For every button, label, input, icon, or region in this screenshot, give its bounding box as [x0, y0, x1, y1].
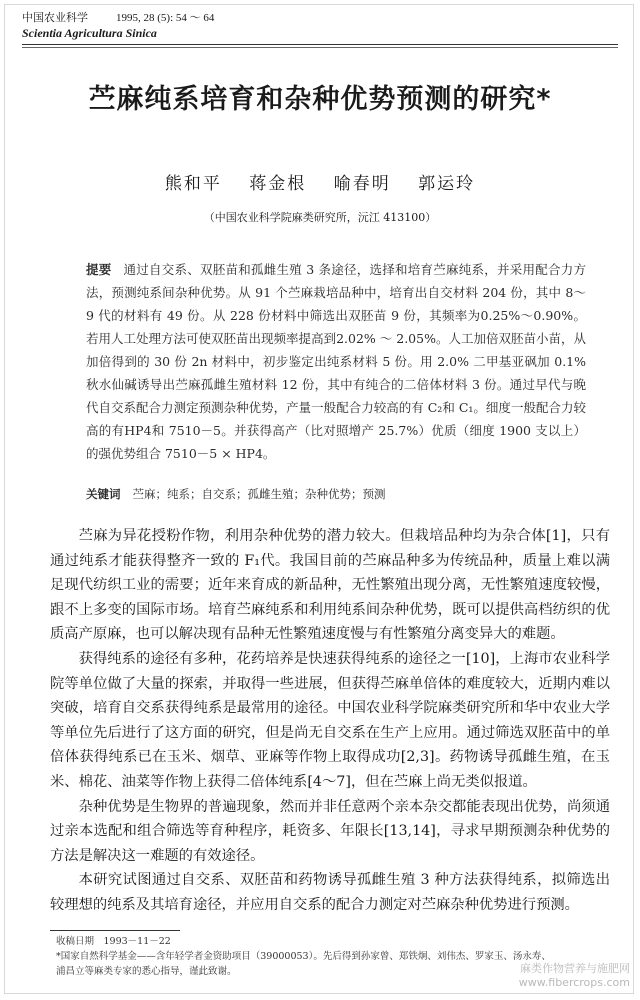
- author-name: 蒋金根: [249, 174, 307, 194]
- journal-name-en: Scientia Agricultura Sinica: [22, 26, 157, 40]
- body-paragraph: 苎麻为异花授粉作物，利用杂种优势的潜力较大。但栽培品种均为杂合体[1]，只有通过纯系才能获得整齐一致的 F₁代。我国目前的苎麻品种多为传统品种，质量上难以满足现代纺织工业的需要；近年来育成的新品种，无性繁殖出现分离，无性繁殖速度较慢，跟不上多变的国际市场。培育苎麻纯系和利用纯系间杂种优势，既可以提供高档纺织的优质高产原麻，也可以解决现有品种无性繁殖速度慢与有性繁殖分离变异大的难题。: [50, 528, 610, 643]
- author-name: 郭运玲: [418, 174, 476, 194]
- paper-title: 苎麻纯系培育和杂种优势预测的研究*: [88, 84, 552, 115]
- journal-header: [22, 10, 612, 41]
- keywords: [86, 484, 586, 504]
- received-date: 收稿日期 1993－11－22: [56, 936, 171, 947]
- author-list: [0, 172, 640, 196]
- header-rule-thick: [22, 44, 618, 45]
- footnote-rule: [50, 930, 180, 931]
- keywords-text: 苎麻；纯系；自交系；孤雌生殖；杂种优势；预测: [132, 487, 386, 501]
- author-name: 喻春明: [333, 174, 391, 194]
- header-rule-thin: [22, 47, 618, 48]
- author-name: 熊和平: [164, 174, 222, 194]
- affiliation: （中国农业科学院麻类研究所，沅江 413100）: [203, 211, 437, 224]
- abstract-label: 提要: [86, 262, 112, 277]
- footnotes: [56, 934, 576, 979]
- keywords-label: 关键词: [86, 487, 121, 501]
- journal-name-cn: 中国农业科学: [22, 11, 88, 24]
- body-paragraph: 获得纯系的途径有多种，花药培养是快速获得纯系的途径之一[10]，上海市农业科学院等单位做了大量的探索，并取得一些进展，但获得苎麻单倍体的难度较大，近期内难以突破，培育自交系获得纯系是最常用的途径。中国农业科学院麻类研究所和华中农业大学等单位先后进行了这方面的研究，但是尚无自交系在生产上应用。通过筛选双胚苗中的单倍体获得纯系已在玉米、烟草、亚麻等作物上取得成功[2,3]。药物诱导孤雌生殖，在玉米、棉花、油菜等作物上获得二倍体纯系[4～7]，但在苎麻上尚无类似报道。: [50, 650, 610, 790]
- abstract: [86, 258, 586, 465]
- body-paragraph: 本研究试图通过自交系、双胚苗和药物诱导孤雌生殖 3 种方法获得纯系，拟筛选出较理想的纯系及其培育途径，并应用自交系的配合力测定对苎麻杂种优势进行预测。: [50, 872, 610, 913]
- watermark-site-name: 麻类作物营养与施肥网: [520, 962, 630, 975]
- watermark: [519, 962, 630, 990]
- watermark-url: www.fibercrops.com: [518, 976, 630, 989]
- body-paragraph: 杂种优势是生物界的普遍现象，然而并非任意两个亲本杂交都能表现出优势，尚须通过亲本选配和组合筛选等育种程序，耗资多、年限长[13,14]，寻求早期预测杂种优势的方法是解决这一难题的有效途径。: [50, 798, 610, 864]
- fund-note: *国家自然科学基金——含年轻学者金资助项目（39000053）。先后得到孙家曾、郑铁炯、刘伟杰、罗家玉、汤永寿、: [56, 951, 551, 962]
- fund-note-continued: 浦昌立等麻类专家的悉心指导，谨此致谢。: [56, 966, 237, 977]
- journal-issue: 1995, 28 (5): 54 ～ 64: [116, 12, 215, 24]
- body-text: [50, 524, 610, 918]
- abstract-text: 通过自交系、双胚苗和孤雌生殖 3 条途径，选择和培育苎麻纯系，并采用配合力方法，预测纯系间杂种优势。从 91 个苎麻栽培品种中，培育出自交材料 204 份，其中 8～9 代的材料有 49 份。从 228 份材料中筛选出双胚苗 9 份，其频率为0.25%～0.90%。若用人工处理方法可使双胚苗出现频率提高到2.02% ～ 2.05%。人工加倍双胚苗小苗，从加倍得到的 30 份 2n 材料中，初步鉴定出纯系材料 5 份。用 2.0% 二甲基亚砜加 0.1% 秋水仙碱诱导出苎麻孤雌生殖材料 12 份，其中有纯合的二倍体材料 3 份。通过早代与晚代自交系配合力测定预测杂种优势，产量一般配合力较高的有 C₂和 C₁。细度一般配合力较高的有HP4和 7510－5。并获得高产（比对照增产 25.7%）优质（细度 1900 支以上）的强优势组合 7510－5 × HP4。: [86, 262, 586, 461]
